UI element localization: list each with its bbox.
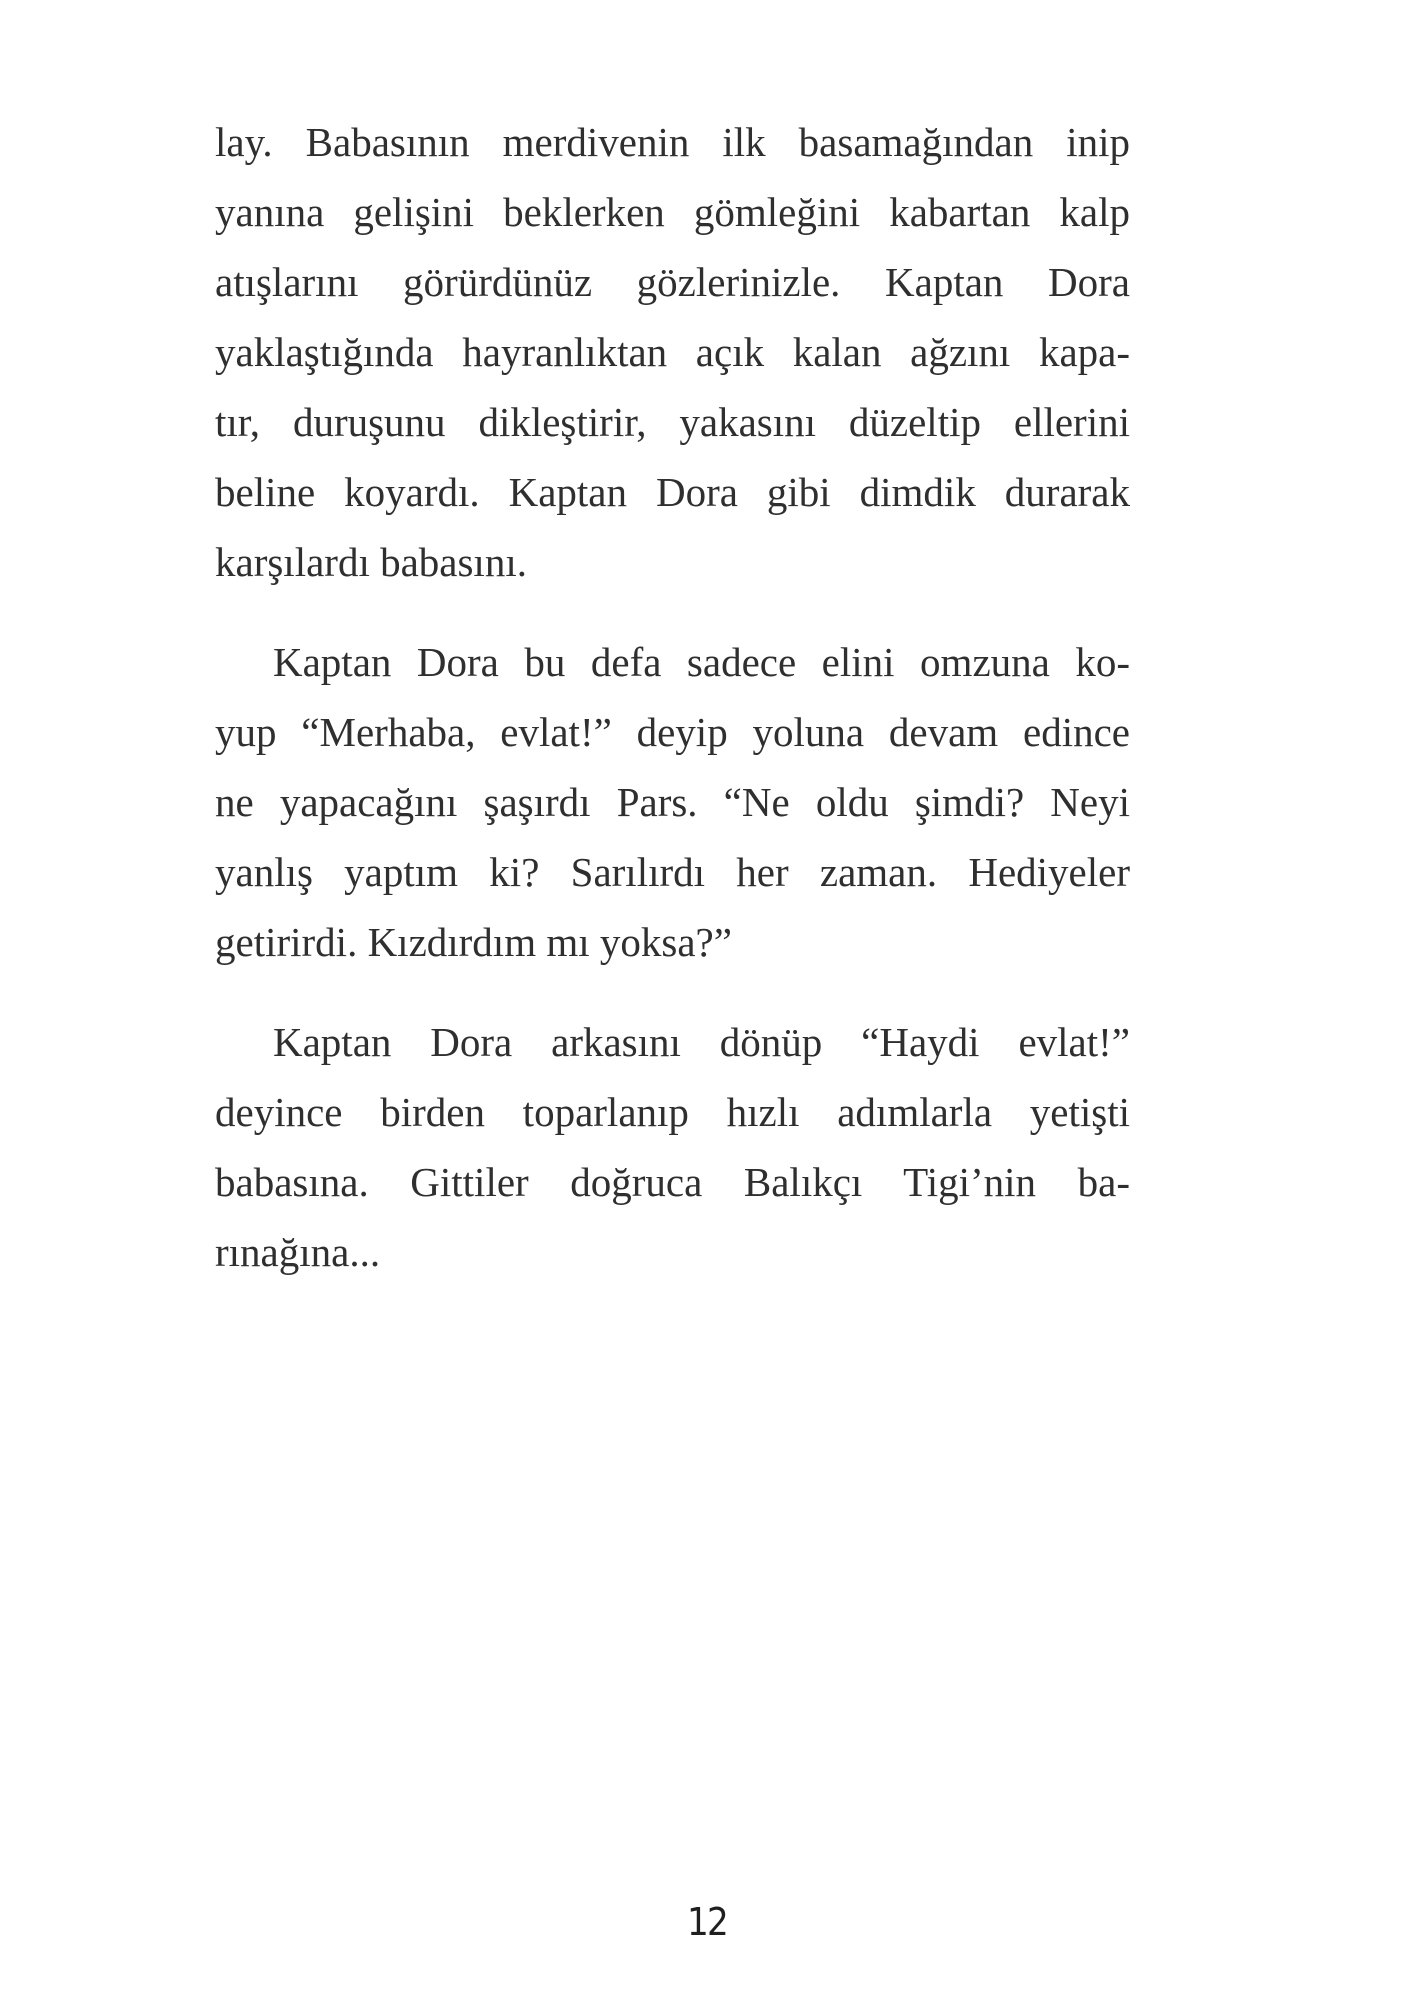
text-line: yaklaştığında hayranlıktan açık kalan ağzını kapa-: [215, 329, 1130, 375]
paragraph-3: [215, 1007, 1130, 1287]
page-number: 12: [687, 1900, 727, 1944]
text-line: karşılardı babasını.: [215, 539, 527, 585]
text-line: babasına. Gittiler doğruca Balıkçı Tigi’nin ba-: [215, 1159, 1130, 1205]
text-line: beline koyardı. Kaptan Dora gibi dimdik durarak: [215, 469, 1130, 515]
text-line: ne yapacağını şaşırdı Pars. “Ne oldu şimdi? Neyi: [215, 779, 1130, 825]
text-line: tır, duruşunu dikleştirir, yakasını düzeltip ellerini: [215, 399, 1130, 445]
paragraph-2: [215, 627, 1130, 977]
text-line: Kaptan Dora bu defa sadece elini omzuna ko-: [273, 639, 1130, 685]
text-line: yup “Merhaba, evlat!” deyip yoluna devam edince: [215, 709, 1130, 755]
text-line: getirirdi. Kızdırdım mı yoksa?”: [215, 919, 732, 965]
text-line: lay. Babasının merdivenin ilk basamağından inip: [215, 119, 1130, 165]
text-line: deyince birden toparlanıp hızlı adımlarla yetişti: [215, 1089, 1130, 1135]
text-line: yanına gelişini beklerken gömleğini kabartan kalp: [215, 189, 1130, 235]
text-line: Kaptan Dora arkasını dönüp “Haydi evlat!”: [273, 1019, 1130, 1065]
text-line: yanlış yaptım ki? Sarılırdı her zaman. Hediyeler: [215, 849, 1130, 895]
text-line: rınağına...: [215, 1229, 381, 1275]
paragraph-1: [215, 107, 1130, 597]
text-line: atışlarını görürdünüz gözlerinizle. Kaptan Dora: [215, 259, 1130, 305]
body-text: [215, 107, 1130, 1317]
